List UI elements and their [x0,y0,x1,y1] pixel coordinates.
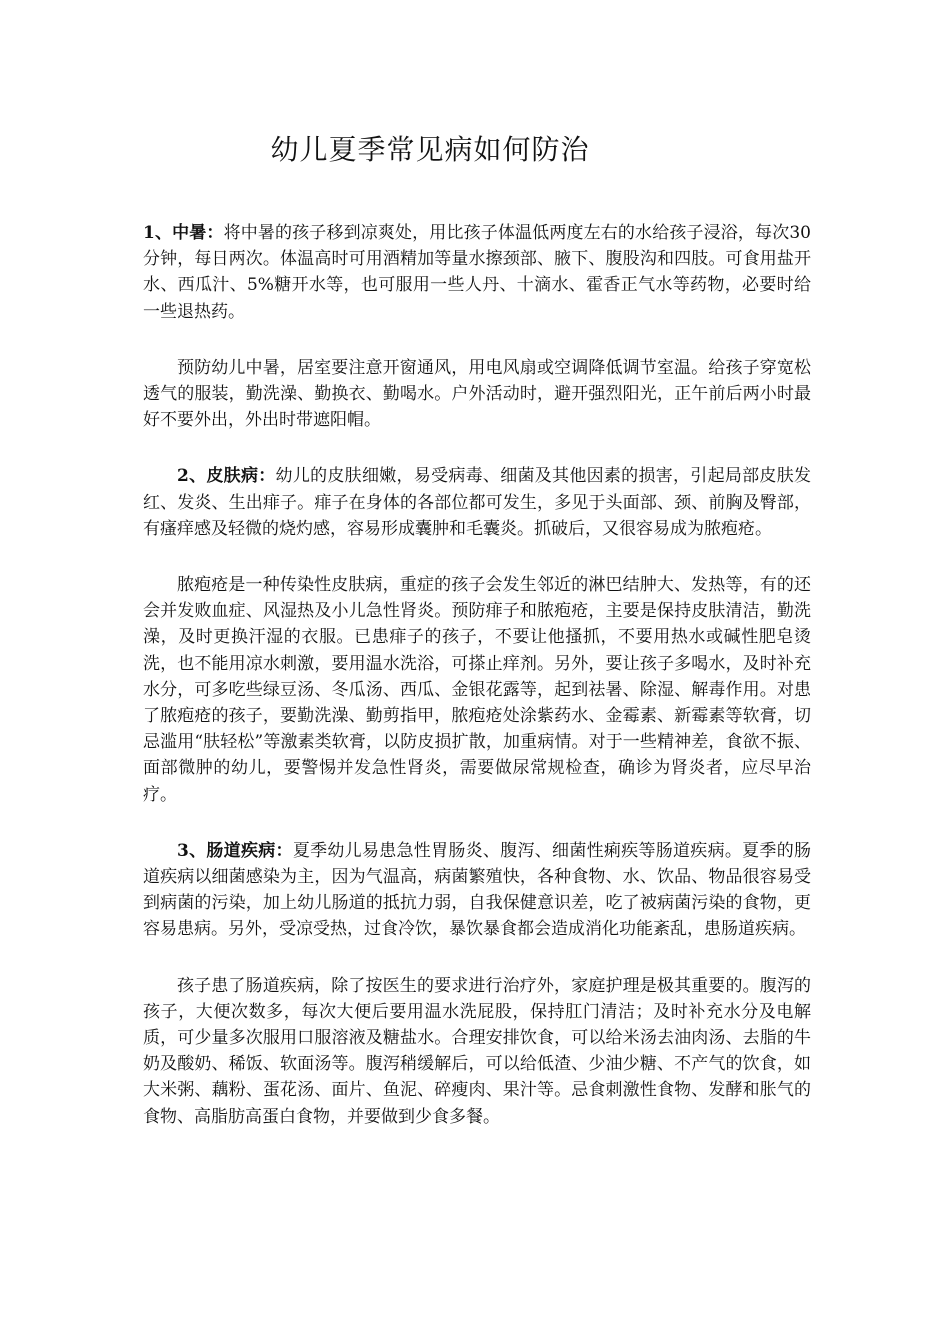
section-heading-skin-disease: 2、皮肤病： [177,466,276,487]
paragraph-text: 孩子患了肠道疾病，除了按医生的要求进行治疗外，家庭护理是极其重要的。腹泻的孩子，大便次数多，每次大便后要用温水洗屁股，保持肛门清洁；及时补充水分及电解质，可少量多次服用口服溶液及糖盐水。合理安排饮食，可以给米汤去油肉汤、去脂的牛奶及酸奶、稀饭、软面汤等。腹泻稍缓解后，可以给低渣、少油少糖、不产气的饮食，如大米粥、藕粉、蛋花汤、面片、鱼泥、碎瘦肉、果汁等。忌食刺激性食物、发酵和胀气的食物、高脂肪高蛋白食物，并要做到少食多餐。 [143,975,811,1127]
paragraph-intestinal-disease [143,838,811,943]
paragraph-intestinal-care [143,973,811,1130]
section-heading-heatstroke: 1、中暑： [143,223,224,243]
paragraph-impetigo [143,572,811,808]
paragraph-text: 脓疱疮是一种传染性皮肤病，重症的孩子会发生邻近的淋巴结肿大、发热等，有的还会并发败血症、风湿热及小儿急性肾炎。预防痱子和脓疱疮，主要是保持皮肤清洁，勤洗澡，及时更换汗湿的衣服。已患痱子的孩子，不要让他搔抓，不要用热水或碱性肥皂烫洗，也不能用凉水刺激，要用温水洗浴，可搽止痒剂。另外，要让孩子多喝水，及时补充水分，可多吃些绿豆汤、冬瓜汤、西瓜、金银花露等，起到祛暑、除湿、解毒作用。对患了脓疱疮的孩子，要勤洗澡、勤剪指甲，脓疱疮处涂紫药水、金霉素、新霉素等软膏，切忌滥用“肤轻松”等激素类软膏，以防皮损扩散，加重病情。对于一些精神差，食欲不振、面部微肿的幼儿，要警惕并发急性肾炎，需要做尿常规检查，确诊为肾炎者，应尽早治疗。 [143,575,811,805]
paragraph-text: 夏季幼儿易患急性胃肠炎、腹泻、细菌性痢疾等肠道疾病。夏季的肠道疾病以细菌感染为主，因为气温高，病菌繁殖快，各种食物、水、饮品、物品很容易受到病菌的污染，加上幼儿肠道的抵抗力弱，自我保健意识差，吃了被病菌污染的食物，更容易患病。另外，受凉受热，过食冷饮，暴饮暴食都会造成消化功能紊乱，患肠道疾病。 [143,840,811,940]
paragraph-heatstroke-treatment [143,220,811,325]
paragraph-heatstroke-prevention [143,355,811,434]
paragraph-text: 幼儿的皮肤细嫩，易受病毒、细菌及其他因素的损害，引起局部皮肤发红、发炎、生出痱子。痱子在身体的各部位都可发生，多见于头面部、颈、前胸及臀部，有瘙痒感及轻微的烧灼感，容易形成囊肿和毛囊炎。抓破后，又很容易成为脓疱疮。 [143,466,811,539]
paragraph-skin-disease [143,463,811,542]
document-body [143,220,811,1160]
paragraph-text: 将中暑的孩子移到凉爽处，用比孩子体温低两度左右的水给孩子浸浴，每次30分钟，每日两次。体温高时可用酒精加等量水擦颈部、腋下、腹股沟和四肢。可食用盐开水、西瓜汁、5%糖开水等，也可服用一些人丹、十滴水、霍香正气水等药物，必要时给一些退热药。 [143,223,811,322]
paragraph-text: 预防幼儿中暑，居室要注意开窗通风，用电风扇或空调降低调节室温。给孩子穿宽松透气的服装，勤洗澡、勤换衣、勤喝水。户外活动时，避开强烈阳光，正午前后两小时最好不要外出，外出时带遮阳帽。 [143,357,811,431]
document-title: 幼儿夏季常见病如何防治 [270,133,590,166]
section-heading-intestinal-disease: 3、肠道疾病： [177,840,293,861]
